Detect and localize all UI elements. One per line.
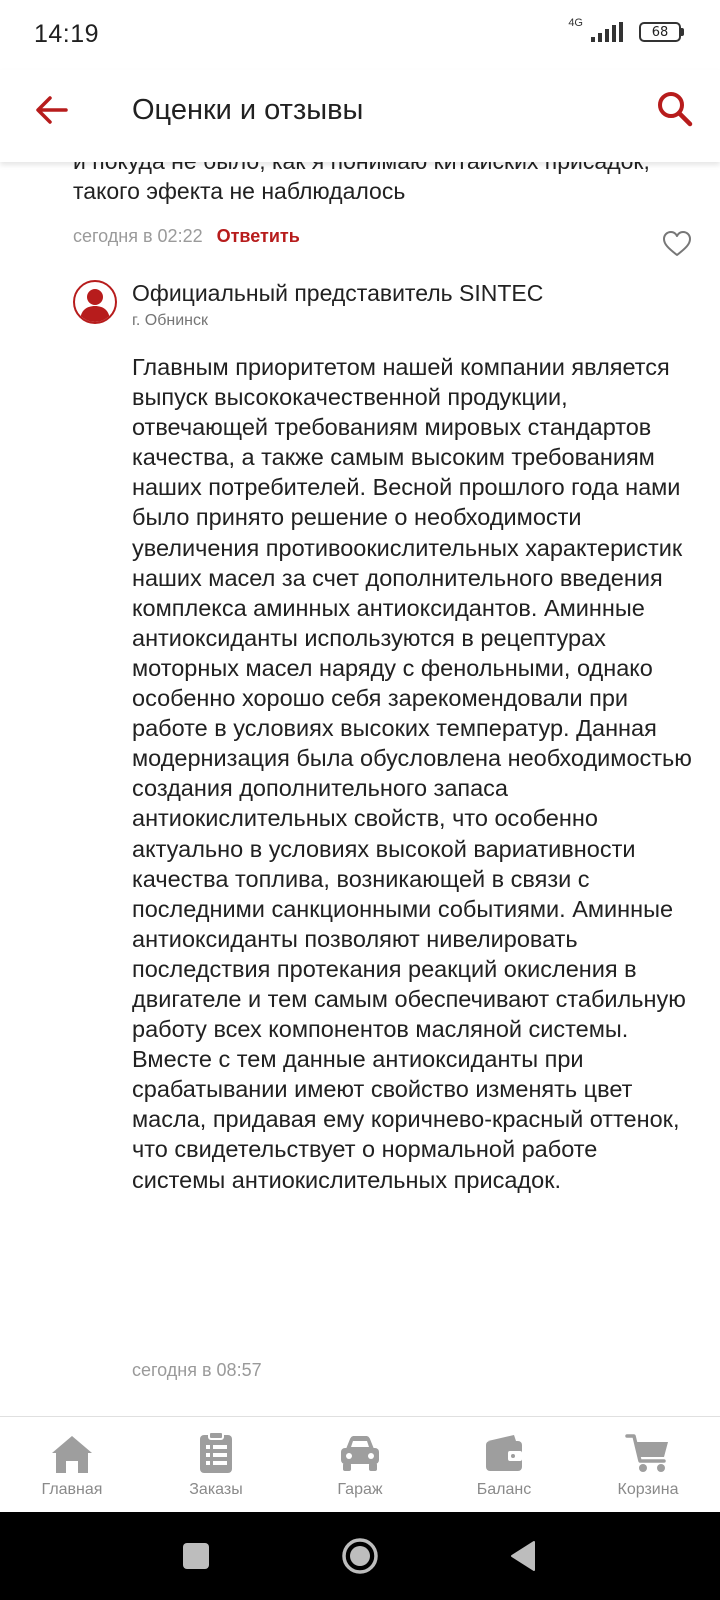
- home-circle-icon: [340, 1536, 380, 1576]
- user-silhouette-icon: [75, 282, 115, 322]
- status-time: 14:19: [34, 20, 100, 48]
- back-button[interactable]: [30, 88, 74, 132]
- cart-icon: [624, 1431, 672, 1475]
- wallet-icon: [480, 1431, 528, 1475]
- nav-home[interactable]: [0, 1417, 144, 1512]
- search-button[interactable]: [652, 86, 698, 132]
- nav-orders-label: Заказы: [189, 1481, 243, 1498]
- recents-button[interactable]: [176, 1536, 216, 1576]
- nav-cart[interactable]: [576, 1417, 720, 1512]
- reviews-list[interactable]: [0, 136, 720, 1416]
- system-home-button[interactable]: [340, 1536, 380, 1576]
- status-indicators: [568, 17, 684, 42]
- nav-balance-label: Баланс: [476, 1481, 532, 1498]
- search-icon: [652, 86, 698, 132]
- like-button[interactable]: [662, 230, 692, 258]
- nav-garage-label: Гараж: [337, 1481, 383, 1498]
- reply-timestamp: сегодня в 08:57: [132, 1360, 262, 1380]
- author-city: г. Обнинск: [132, 312, 208, 329]
- system-navigation-bar: [0, 1512, 720, 1600]
- car-icon: [336, 1431, 384, 1475]
- previous-review-meta: [73, 226, 300, 247]
- battery-icon: [639, 22, 684, 42]
- arrow-left-icon: [30, 88, 74, 132]
- system-back-button[interactable]: [504, 1536, 544, 1576]
- nav-balance[interactable]: [432, 1417, 576, 1512]
- author-name: Официальный представитель SINTEC: [132, 280, 544, 306]
- nav-orders[interactable]: [144, 1417, 288, 1512]
- nav-cart-label: Корзина: [617, 1481, 679, 1498]
- previous-review-timestamp: сегодня в 02:22: [73, 226, 203, 246]
- orders-icon: [192, 1431, 240, 1475]
- signal-icon: [591, 22, 623, 42]
- battery-level: 68: [639, 22, 681, 42]
- recents-icon: [176, 1536, 216, 1576]
- network-type: 4G: [568, 17, 583, 29]
- bottom-navigation: [0, 1416, 720, 1512]
- reply-button[interactable]: Ответить: [216, 226, 300, 246]
- home-icon: [48, 1431, 96, 1475]
- reply-text: Главным приоритетом нашей компании является выпуск высококачественной продукции, отвечающей требованиям мировых стандартов качества, а также самым высоким требованиям наших потребителей. Весной прошлого года нами было принято решение о необходимости увеличения противоокислительных характеристик наших масел за счет дополнительного введения комплекса аминных антиоксидантов. Аминные антиоксиданты используются в рецептурах моторных масел наряду с фенольными, однако особенно хорошо себя зарекомендовали при работе в условиях высоких температур. Данная модернизация была обусловлена необходимостью создания дополнительного запаса антиокислительных свойств, что особенно актуально в условиях высокой вариативности качества топлива, возникающей в связи с последними санкционными событиями. Аминные антиоксиданты позволяют нивелировать последствия протекания реакций окисления в двигателе и тем самым обеспечивают стабильную работу всех компонентов масляной системы. Вместе с тем данные антиоксиданты при срабатывании имеют свойство изменять цвет масла, придавая ему коричнево-красный оттенок, что свидетельствует о нормальной работе системы антиокислительных присадок.: [132, 354, 692, 1193]
- heart-icon: [662, 230, 692, 258]
- nav-home-label: Главная: [41, 1481, 103, 1498]
- nav-garage[interactable]: [288, 1417, 432, 1512]
- back-triangle-icon: [504, 1536, 544, 1576]
- status-bar: [0, 0, 720, 70]
- avatar: [73, 280, 117, 324]
- page-title: Оценки и отзывы: [132, 94, 364, 126]
- previous-review-text: такого эфекта не наблюдалось: [73, 178, 406, 204]
- app-header: [0, 70, 720, 162]
